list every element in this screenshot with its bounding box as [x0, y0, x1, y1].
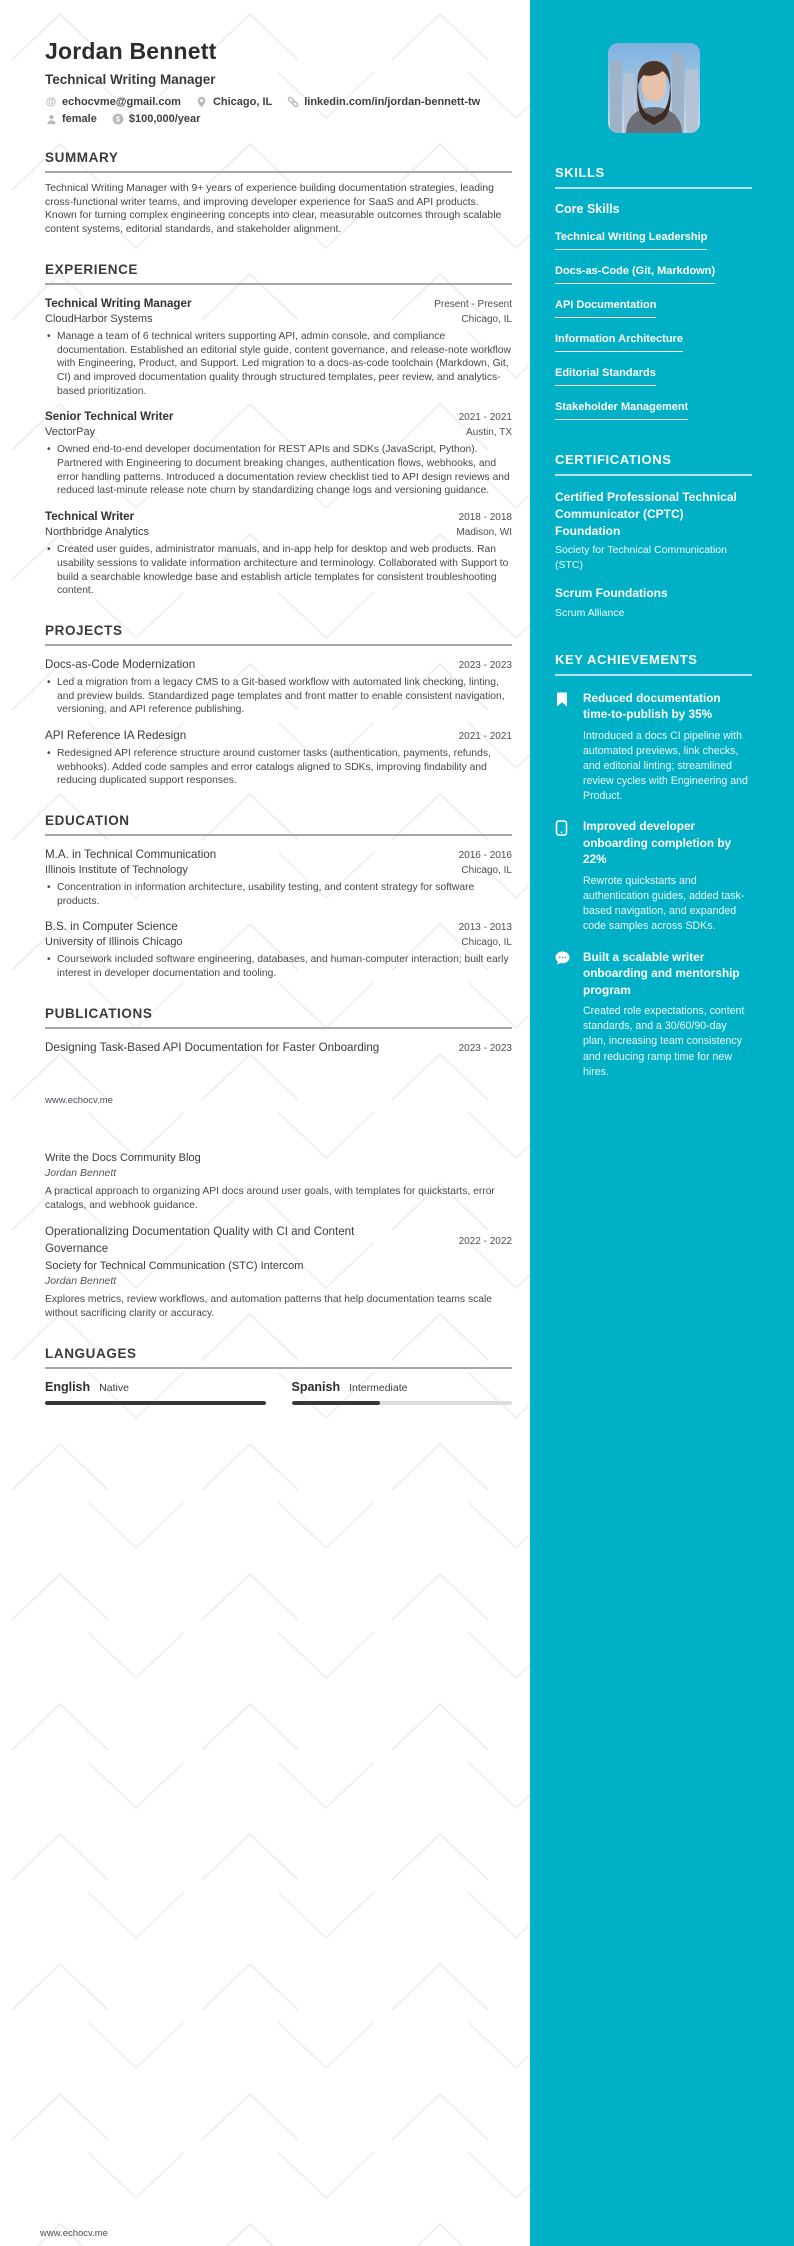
- publication-entry: [45, 1041, 512, 1213]
- projects-section: [45, 623, 512, 788]
- skill-item: Technical Writing Leadership: [555, 227, 752, 250]
- language-bar-fill: [45, 1401, 266, 1405]
- degree: M.A. in Technical Communication: [45, 848, 217, 861]
- job-entry: [45, 297, 512, 398]
- section-divider: [45, 171, 512, 173]
- certification-item: [555, 585, 752, 620]
- publication-description: Explores metrics, review workflows, and automation patterns that help documentation teams scale without sacrificing clarity or accuracy.: [45, 1293, 492, 1319]
- project-title: Docs-as-Code Modernization: [45, 657, 196, 671]
- certification-name: Certified Professional Technical Communicator (CPTC) Foundation: [555, 490, 737, 538]
- job-entry: [45, 510, 512, 598]
- achievement-title: Built a scalable writer onboarding and mentorship program: [583, 949, 740, 997]
- language-bar: [292, 1401, 513, 1405]
- job-entry: [45, 410, 512, 498]
- education-section: [45, 813, 512, 981]
- section-divider: [45, 1367, 512, 1369]
- publications-heading: PUBLICATIONS: [45, 1005, 153, 1021]
- education-location: Chicago, IL: [461, 865, 512, 876]
- skill-item: Docs-as-Code (Git, Markdown): [555, 261, 752, 284]
- school: Illinois Institute of Technology: [45, 864, 188, 876]
- education-bullet: • Concentration in information architecture, usability testing, and content strategy for software products.: [45, 881, 512, 908]
- job-title: Senior Technical Writer: [45, 410, 174, 424]
- language-level: Intermediate: [349, 1381, 408, 1394]
- job-dates: 2021 - 2021: [458, 412, 512, 424]
- sidebar-divider: [555, 474, 752, 476]
- achievement-item: [555, 818, 752, 934]
- publication-title: Operationalizing Documentation Quality with CI and Content Governance: [45, 1225, 355, 1256]
- achievement-description: Rewrote quickstarts and authentication guides, added task-based navigation, and expanded code samples across SDKs.: [583, 874, 745, 933]
- summary-text: Technical Writing Manager with 9+ years of experience building documentation strategies, leading cross-functional writer teams, and improving developer experience for SaaS and API products. Known for turning complex engineering concepts into clear, measurable outcomes through scalable content systems, editorial standards, and stakeholder alignment.: [45, 183, 502, 236]
- publication-author: Jordan Bennett: [45, 1166, 117, 1179]
- achievement-item: [555, 690, 752, 805]
- contact-email: @ echocvme@gmail.com: [45, 96, 181, 108]
- section-divider: [45, 644, 512, 646]
- language-bar-fill: [292, 1401, 380, 1405]
- publication-author: Jordan Bennett: [45, 1274, 117, 1287]
- education-location: Chicago, IL: [461, 937, 512, 949]
- candidate-name: Jordan Bennett: [45, 38, 217, 64]
- job-company: VectorPay: [45, 426, 96, 439]
- section-divider: [45, 283, 512, 285]
- education-bullet: • Coursework included software engineering, databases, and human-computer interaction; built early interest in developer documentation and tooling.: [45, 953, 512, 980]
- job-title: Technical Writing Manager: [45, 296, 192, 310]
- job-location: Austin, TX: [466, 427, 512, 439]
- skill-item: API Documentation: [555, 295, 752, 318]
- skill-item: Information Architecture: [555, 329, 752, 352]
- experience-section: [45, 262, 512, 598]
- education-dates: 2013 - 2013: [458, 922, 512, 934]
- job-dates: Present - Present: [434, 298, 512, 310]
- money-icon: [112, 113, 124, 125]
- project-title: API Reference IA Redesign: [45, 728, 187, 742]
- project-dates: 2021 - 2021: [458, 730, 512, 742]
- project-entry: [45, 658, 512, 717]
- sidebar-divider: [555, 674, 752, 676]
- publication-dates: 2022 - 2022: [458, 1235, 512, 1247]
- project-entry: [45, 729, 512, 788]
- contact-linkedin: linkedin.com/in/jordan-bennett-tw: [287, 96, 480, 108]
- project-bullet: • Led a migration from a legacy CMS to a Git-based workflow with automated link checking, linting, and preview builds. Standardized page templates and front matter to enable consistent navigation, versioning, and API reference publishing.: [45, 676, 512, 717]
- section-divider: [45, 1027, 512, 1029]
- achievements-heading: KEY ACHIEVEMENTS: [555, 651, 698, 667]
- language-name: English: [45, 1379, 91, 1394]
- publications-section: [45, 1006, 512, 1321]
- sidebar-divider: [555, 187, 752, 189]
- job-bullet: • Created user guides, administrator manuals, and in-app help for desktop and web products. Ran usability sessions to validate information architecture and terminology. Collaborated with Support to build a searchable knowledge base and establish article templates for consistent troubleshooting content.: [45, 543, 512, 598]
- school: University of Illinois Chicago: [45, 936, 183, 949]
- publication-description: A practical approach to organizing API docs around user goals, with templates for quickstarts, error catalogs, and webhook guidance.: [45, 1185, 495, 1211]
- job-location: Chicago, IL: [461, 313, 512, 325]
- svg-text:$: $: [115, 114, 120, 124]
- job-company: CloudHarbor Systems: [45, 312, 153, 325]
- contact-row: [45, 96, 512, 125]
- job-bullet: • Owned end-to-end developer documentation for REST APIs and SDKs (JavaScript, Python). Partnered with Engineering to document breaking changes, authentication flows, webhooks, and error handling patterns. Introduced a documentation review checklist tied to API design reviews and reduced last-minute release note churn by standardizing change logs and versioning guidance.: [45, 443, 512, 498]
- candidate-title: Technical Writing Manager: [45, 72, 216, 87]
- achievements-section: [555, 652, 752, 1080]
- project-bullet: • Redesigned API reference structure around customer tasks (authentication, payments, refunds, webhooks). Added code samples and error catalogs aligned to SDKs, improving findability and reducing duplicated support responses.: [45, 747, 512, 788]
- job-title: Technical Writer: [45, 510, 135, 524]
- certification-item: [555, 489, 752, 572]
- language-item: [45, 1380, 266, 1405]
- language-name: Spanish: [291, 1379, 341, 1394]
- languages-section: [45, 1346, 512, 1405]
- main-column: [45, 38, 512, 1405]
- contact-salary: $ $100,000/year: [112, 113, 201, 125]
- achievement-item: [555, 949, 752, 1080]
- summary-section: [45, 150, 512, 237]
- publication-dates: 2023 - 2023: [458, 1042, 512, 1054]
- degree: B.S. in Computer Science: [45, 920, 178, 934]
- certifications-heading: CERTIFICATIONS: [555, 452, 672, 467]
- contact-gender: female: [45, 113, 97, 125]
- education-heading: EDUCATION: [45, 813, 130, 828]
- profile-photo: [608, 43, 700, 133]
- achievement-title: Improved developer onboarding completion by 22%: [583, 819, 732, 867]
- certification-issuer: Scrum Alliance: [555, 606, 625, 619]
- language-bar: [45, 1401, 266, 1405]
- publication-publisher: Society for Technical Communication (STC) Intercom: [45, 1259, 304, 1272]
- publication-entry: [45, 1224, 512, 1320]
- job-bullet: • Manage a team of 6 technical writers supporting API, admin console, and compliance documentation. Established an editorial style guide, content governance, and release-note workflow with Engineering, Product, and Support. Led migration to a docs-as-code toolchain (Markdown, Git, CI) and improved documentation quality through structured templates, peer review, and analytics-based prioritization.: [45, 330, 512, 398]
- skill-item: Stakeholder Management: [555, 397, 752, 420]
- projects-heading: PROJECTS: [45, 622, 123, 638]
- certifications-section: [555, 452, 752, 620]
- achievement-description: Introduced a docs CI pipeline with automated previews, link checks, and editorial linting; streamlined review cycles with Engineering and Product.: [583, 729, 748, 803]
- achievement-title: Reduced documentation time-to-publish by 35%: [583, 690, 721, 722]
- achievement-description: Created role expectations, content standards, and a 30/60/90-day plan, increasing team consistency and reducing ramp time for new hires.: [583, 1005, 745, 1078]
- skills-heading: SKILLS: [555, 165, 605, 180]
- contact-location: Chicago, IL: [196, 96, 272, 108]
- bookmark-icon: [555, 692, 570, 805]
- publication-title: Designing Task-Based API Documentation for Faster Onboarding: [45, 1040, 380, 1054]
- link-icon: [287, 96, 299, 108]
- job-company: Northbridge Analytics: [45, 526, 149, 539]
- summary-heading: SUMMARY: [45, 150, 119, 165]
- languages-heading: LANGUAGES: [45, 1345, 137, 1361]
- language-level: Native: [99, 1381, 129, 1394]
- location-icon: [196, 96, 208, 108]
- certification-name: Scrum Foundations: [555, 585, 668, 600]
- education-dates: 2016 - 2016: [458, 850, 512, 861]
- sidebar: [530, 0, 794, 2246]
- skill-item: Editorial Standards: [555, 363, 752, 386]
- mobile-icon: [555, 820, 570, 934]
- job-location: Madison, WI: [456, 527, 512, 539]
- job-dates: 2018 - 2018: [458, 512, 512, 524]
- page2-footer-url: www.echocv.me: [40, 2228, 108, 2239]
- certification-issuer: Society for Technical Communication (STC): [555, 544, 727, 571]
- experience-heading: EXPERIENCE: [45, 261, 139, 277]
- at-icon: @: [45, 96, 57, 108]
- project-dates: 2023 - 2023: [458, 659, 512, 671]
- chat-icon: [555, 951, 570, 1080]
- skills-section: [555, 165, 752, 420]
- person-icon: [45, 113, 57, 125]
- page1-footer-url: www.echocv.me: [45, 1094, 113, 1106]
- education-entry: [45, 920, 512, 980]
- skills-group-label: Core Skills: [555, 202, 620, 216]
- language-item: [292, 1380, 513, 1405]
- education-entry: [45, 848, 512, 908]
- publication-publisher: Write the Docs Community Blog: [45, 1151, 201, 1164]
- section-divider: [45, 834, 512, 836]
